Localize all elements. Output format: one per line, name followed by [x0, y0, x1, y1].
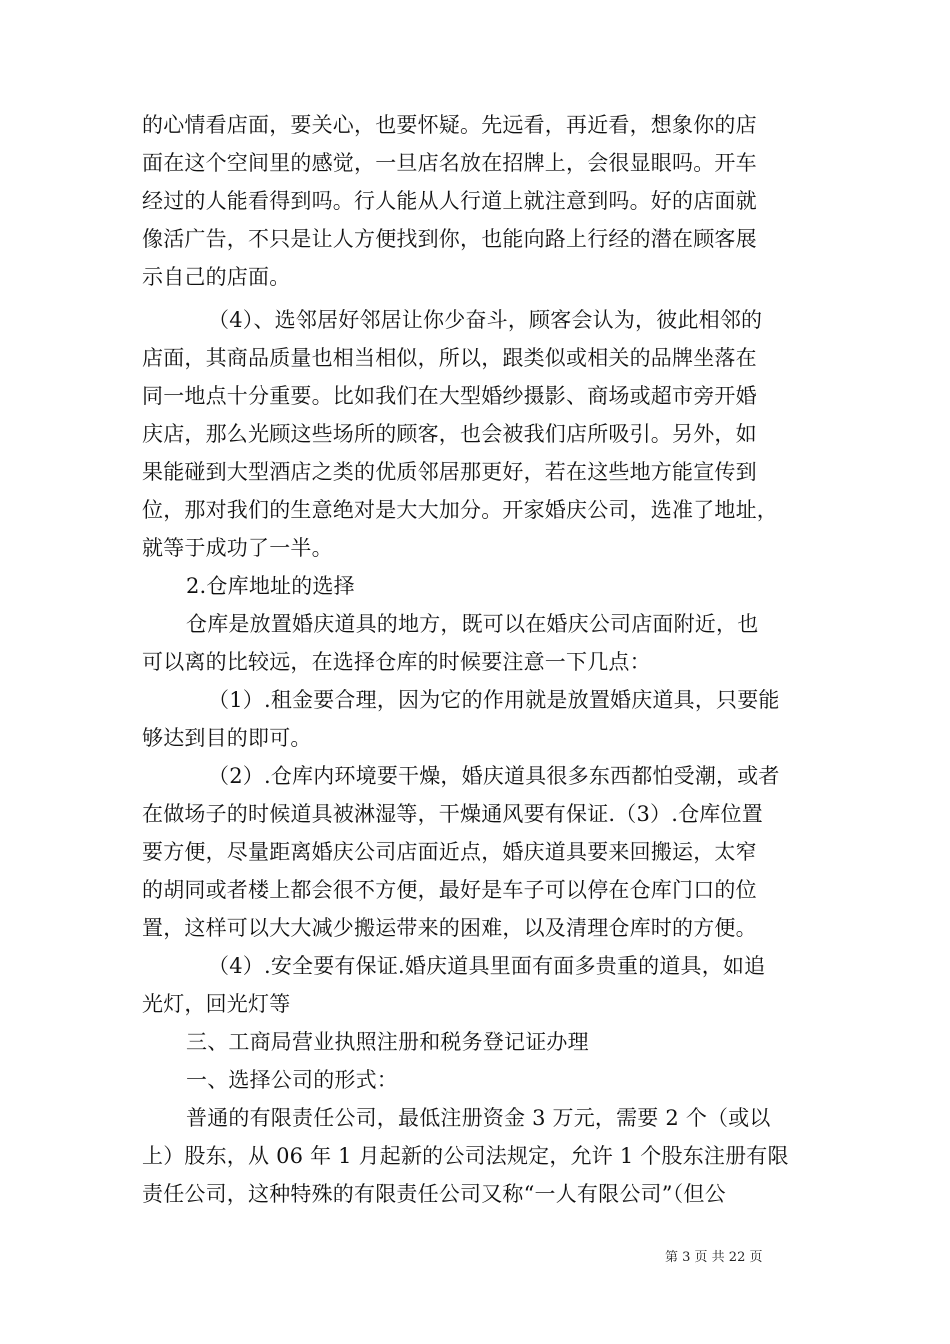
- text-line: 置，这样可以大大减少搬运带来的困难，以及清理仓库时的方便。: [142, 916, 757, 940]
- text-line: 责任公司，这种特殊的有限责任公司又称“一人有限公司”（但公: [142, 1182, 726, 1206]
- text-line: 位，那对我们的生意绝对是大大加分。开家婚庆公司，选准了地址，: [142, 498, 778, 522]
- page-number: 第 3 页 共 22 页: [665, 1250, 763, 1265]
- section-heading: 一、选择公司的形式：: [186, 1068, 398, 1092]
- text-line: 庆店，那么光顾这些场所的顾客，也会被我们店所吸引。另外，如: [142, 422, 757, 446]
- text-line: 的心情看店面，要关心，也要怀疑。先远看，再近看，想象你的店: [142, 113, 757, 137]
- text-line: 就等于成功了一半。: [142, 536, 333, 560]
- text-line: 仓库是放置婚庆道具的地方，既可以在婚庆公司店面附近，也: [186, 612, 759, 636]
- text-line: 像活广告，不只是让人方便找到你，也能向路上行经的潜在顾客展: [142, 227, 757, 251]
- text-line: 同一地点十分重要。比如我们在大型婚纱摄影、商场或超市旁开婚: [142, 384, 757, 408]
- text-line: 光灯，回光灯等: [142, 992, 291, 1016]
- text-line: 可以离的比较远，在选择仓库的时候要注意一下几点：: [142, 650, 651, 674]
- text-line: （2）.仓库内环境要干燥，婚庆道具很多东西都怕受潮，或者: [208, 764, 780, 788]
- text-line: 要方便，尽量距离婚庆公司店面近点，婚庆道具要来回搬运，太窄: [142, 840, 757, 864]
- text-line: 果能碰到大型酒店之类的优质邻居那更好，若在这些地方能宣传到: [142, 460, 757, 484]
- text-line: （1）.租金要合理，因为它的作用就是放置婚庆道具，只要能: [208, 688, 780, 712]
- text-line: 示自己的店面。: [142, 265, 291, 289]
- text-line: 的胡同或者楼上都会很不方便，最好是车子可以停在仓库门口的位: [142, 878, 757, 902]
- text-line: 店面，其商品质量也相当相似，所以，跟类似或相关的品牌坐落在: [142, 346, 757, 370]
- section-heading: 三、工商局营业执照注册和税务登记证办理: [186, 1030, 589, 1054]
- text-line: 上）股东，从 06 年 1 月起新的公司法规定，允许 1 个股东注册有限: [142, 1144, 789, 1168]
- text-line: 够达到目的即可。: [142, 726, 312, 750]
- section-heading: 2.仓库地址的选择: [186, 574, 355, 598]
- text-line: （4）.安全要有保证.婚庆道具里面有面多贵重的道具，如追: [208, 954, 766, 978]
- text-line: 普通的有限责任公司，最低注册资金 3 万元，需要 2 个（或以: [186, 1106, 771, 1130]
- text-line: 在做场子的时候道具被淋湿等，干燥通风要有保证.（3）.仓库位置: [142, 802, 763, 826]
- text-line: 面在这个空间里的感觉，一旦店名放在招牌上，会很显眼吗。开车: [142, 151, 757, 175]
- text-line: （4）、选邻居好邻居让你少奋斗，顾客会认为，彼此相邻的: [208, 308, 763, 332]
- text-line: 经过的人能看得到吗。行人能从人行道上就注意到吗。好的店面就: [142, 189, 757, 213]
